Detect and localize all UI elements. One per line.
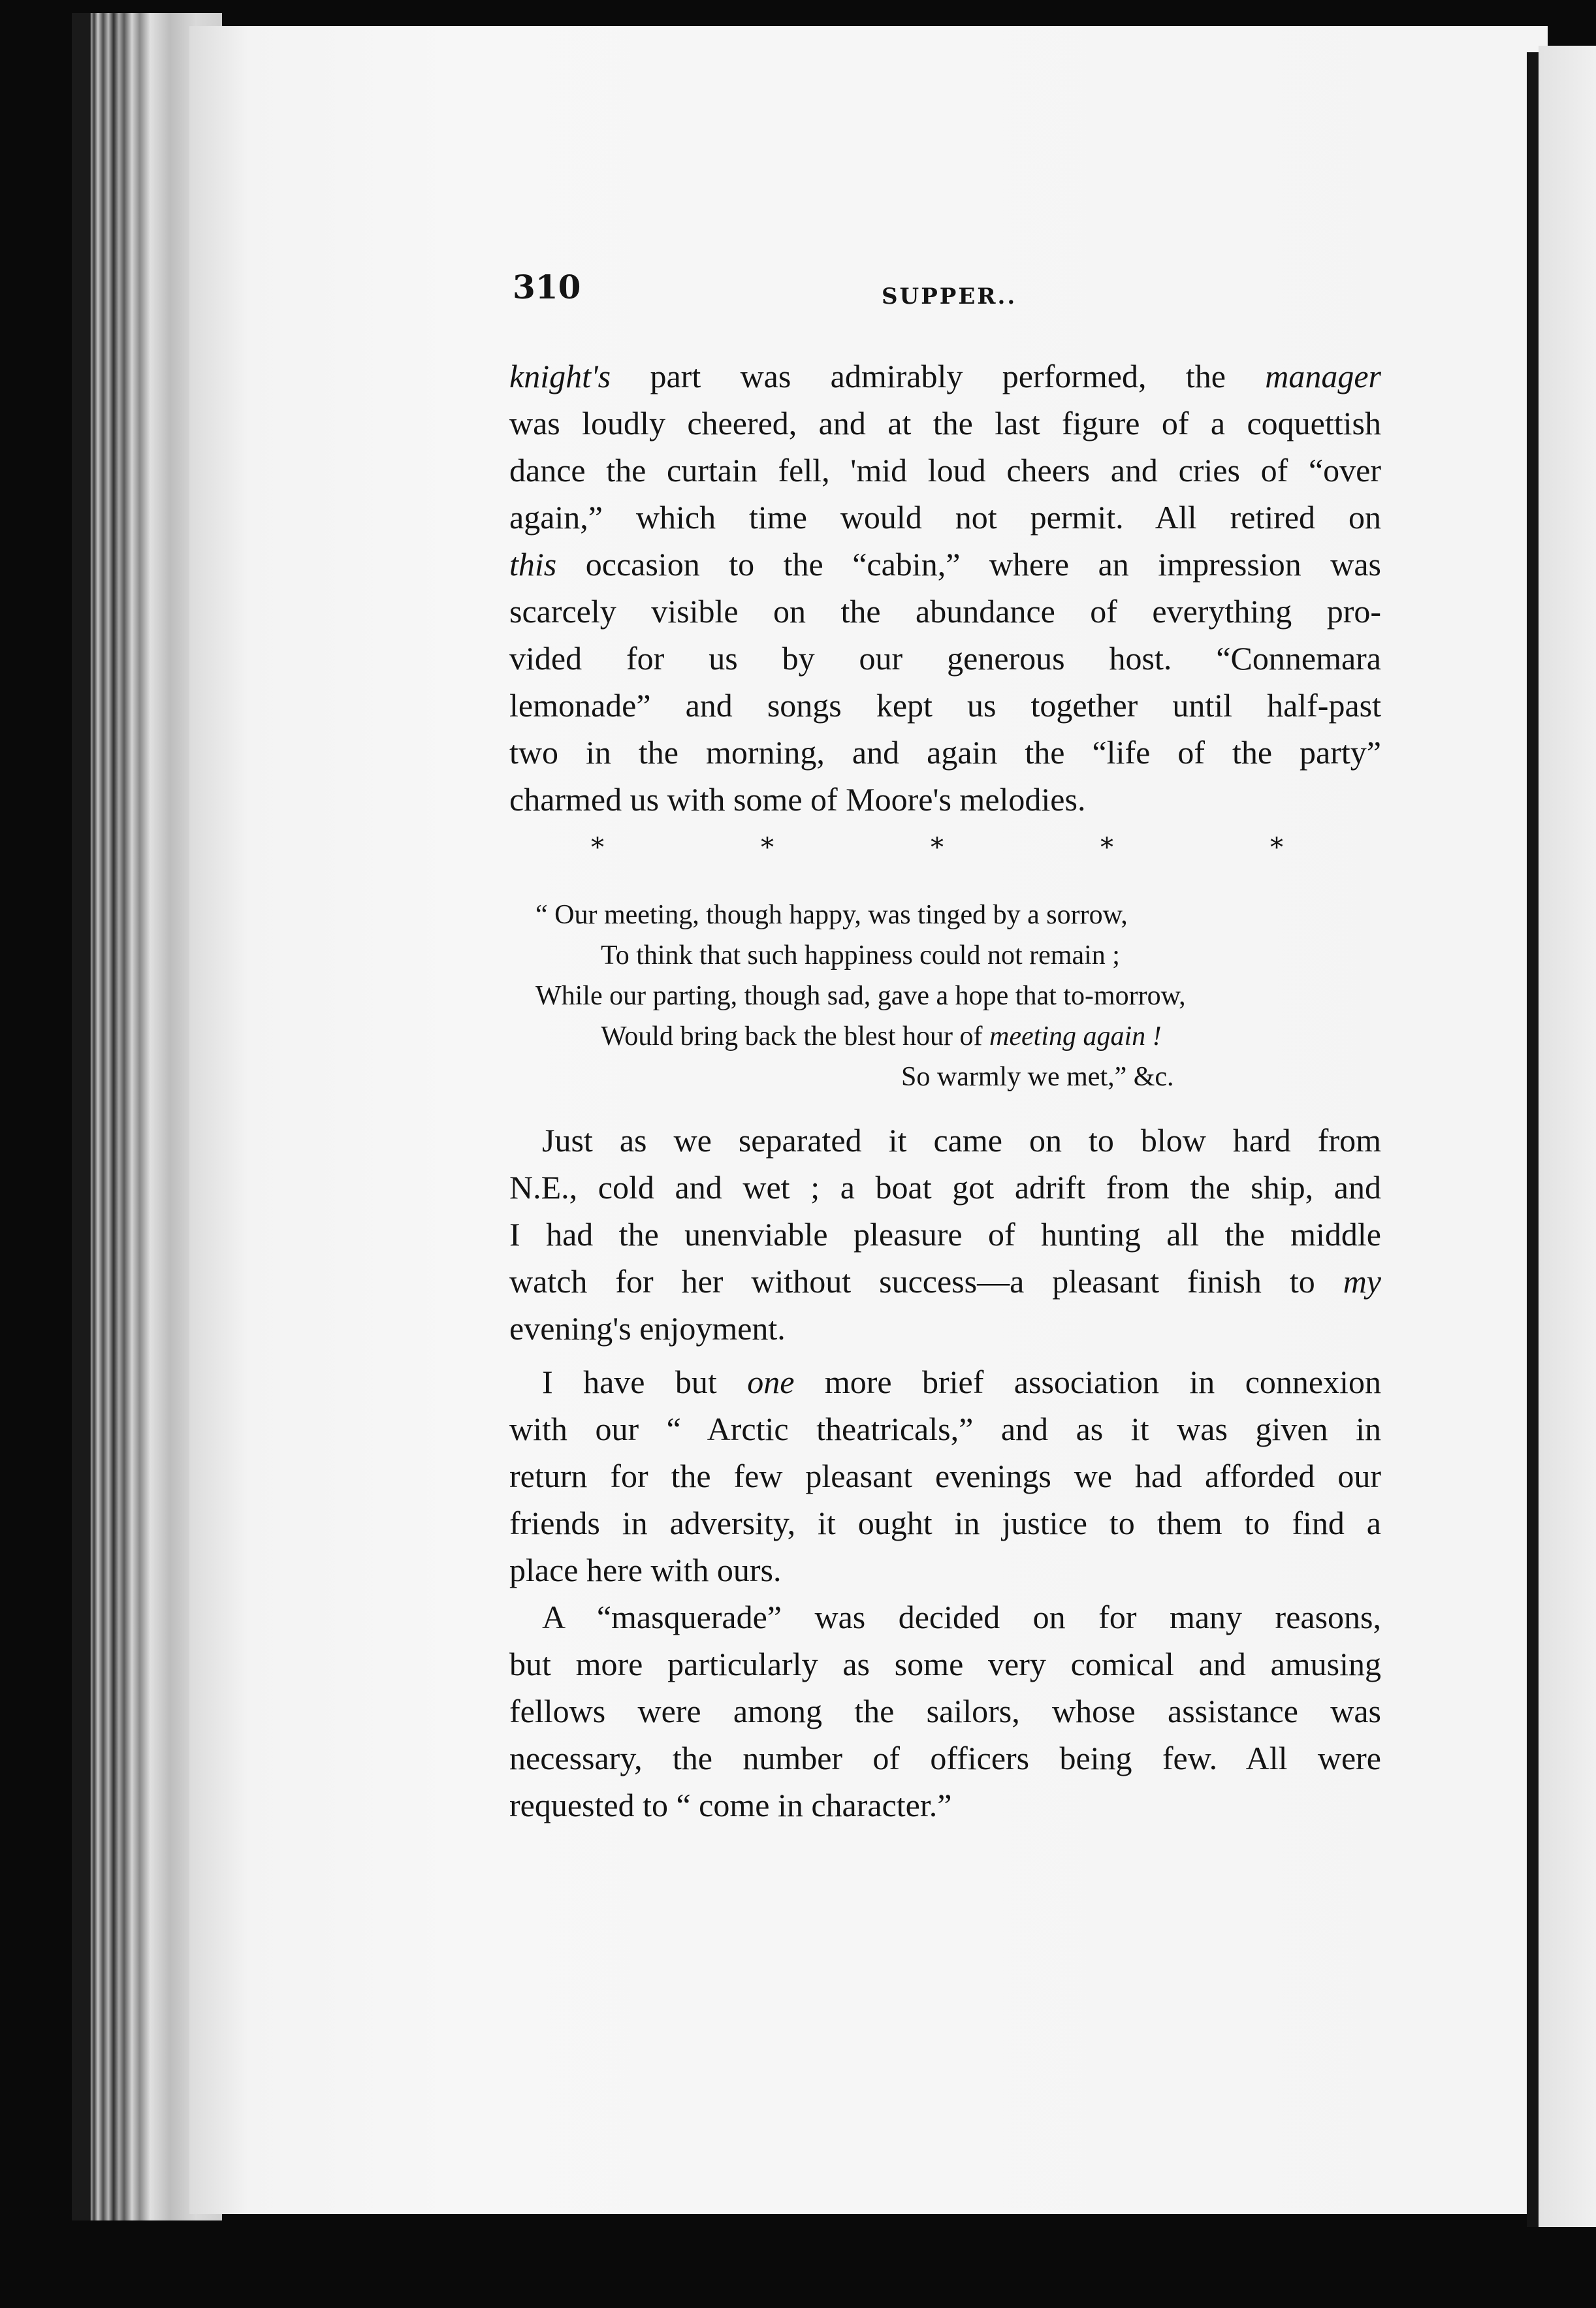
paragraph-4	[509, 1594, 1381, 1829]
text-line: two in the morning, and again the “life of the party”	[509, 734, 1381, 771]
text-line: friends in adversity, it ought in justice to them to find a	[509, 1505, 1381, 1541]
text-line: place here with ours.	[509, 1552, 782, 1588]
asterisk: *	[591, 833, 604, 863]
asterisk-divider	[591, 833, 1283, 863]
facing-page-sliver	[1539, 46, 1596, 2227]
text-line: A “masquerade” was decided on for many reasons,	[542, 1599, 1381, 1635]
text-line: charmed us with some of Moore's melodies.	[509, 781, 1086, 818]
text-line: fellows were among the sailors, whose assistance was	[509, 1693, 1381, 1729]
text-line: with our “ Arctic theatricals,” and as it was given in	[509, 1411, 1381, 1447]
text-line: dance the curtain fell, 'mid loud cheers and cries of “over	[509, 452, 1381, 489]
text-line: watch for her without success—a pleasant finish to my	[509, 1263, 1381, 1300]
text-line: knight's part was admirably performed, the manager	[509, 358, 1381, 394]
text-line: scarcely visible on the abundance of everything pro-	[509, 593, 1381, 630]
text-line: was loudly cheered, and at the last figure of a coquettish	[509, 405, 1381, 441]
text-line: but more particularly as some very comical and amusing	[509, 1646, 1381, 1682]
asterisk: *	[931, 833, 944, 863]
text-line: again,” which time would not permit. All retired on	[509, 499, 1381, 536]
text-line: necessary, the number of officers being few. All were	[509, 1740, 1381, 1776]
verse-quotation	[535, 895, 1384, 1097]
running-head	[513, 268, 1378, 320]
page-number: 310	[513, 268, 581, 306]
text-line: evening's enjoyment.	[509, 1310, 786, 1347]
text-line: I had the unenviable pleasure of hunting all the middle	[509, 1216, 1381, 1253]
verse-line: Would bring back the blest hour of meeting again !	[601, 1021, 1162, 1051]
text-line: N.E., cold and wet ; a boat got adrift from the ship, and	[509, 1169, 1381, 1206]
paragraph-1	[509, 353, 1381, 823]
text-line: Just as we separated it came on to blow hard from	[542, 1122, 1381, 1159]
asterisk: *	[1270, 833, 1283, 863]
text-line: return for the few pleasant evenings we had afforded our	[509, 1458, 1381, 1494]
text-line: I have but one more brief association in connexion	[542, 1364, 1381, 1400]
text-line: requested to “ come in character.”	[509, 1787, 952, 1823]
paragraph-3	[509, 1358, 1381, 1594]
text-line: lemonade” and songs kept us together until half-past	[509, 687, 1381, 724]
verse-line: To think that such happiness could not remain ;	[601, 940, 1120, 970]
paragraph-2	[509, 1117, 1381, 1352]
verse-attribution: So warmly we met,” &c.	[901, 1062, 1174, 1092]
asterisk: *	[1100, 833, 1113, 863]
verse-line: “ Our meeting, though happy, was tinged by a sorrow,	[535, 900, 1128, 930]
asterisk: *	[761, 833, 774, 863]
running-title: SUPPER..	[882, 283, 1017, 310]
text-line: vided for us by our generous host. “Connemara	[509, 640, 1381, 677]
right-page-edge	[1527, 52, 1539, 2227]
verse-line: While our parting, though sad, gave a hope that to-morrow,	[535, 981, 1186, 1011]
text-line: this occasion to the “cabin,” where an impression was	[509, 546, 1381, 583]
